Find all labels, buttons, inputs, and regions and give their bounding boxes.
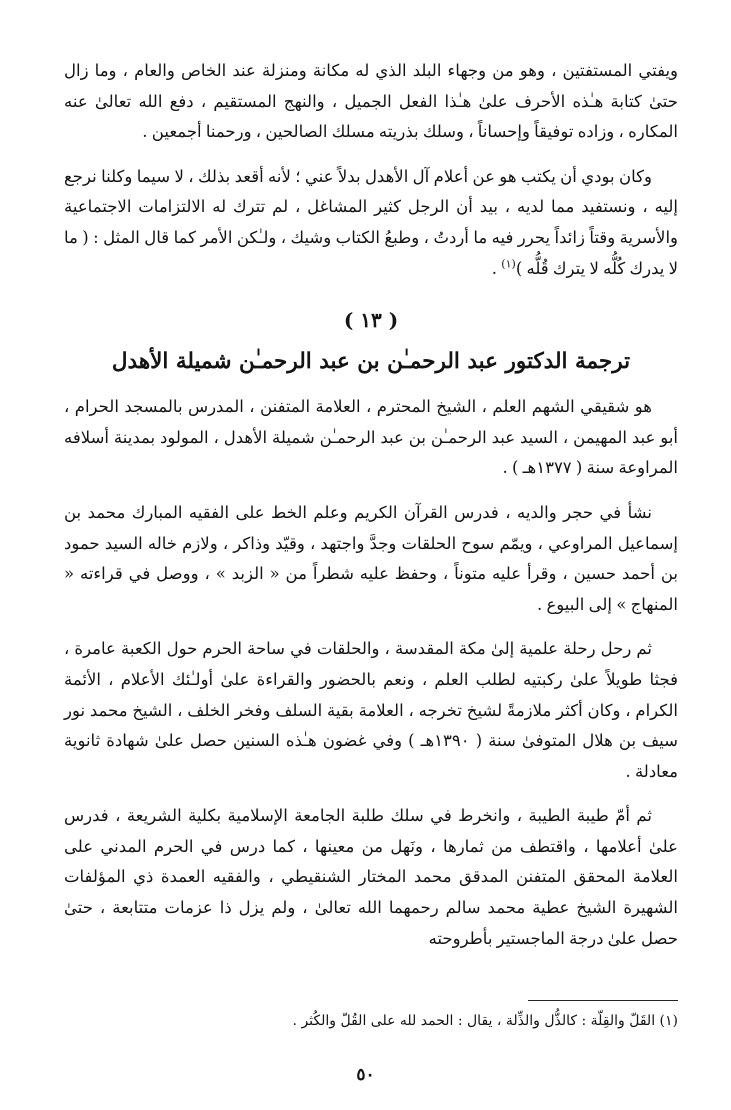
paragraph-identity: هو شقيقي الشهم العلم ، الشيخ المحترم ، العلامة المتفنن ، المدرس بالمسجد الحرام ، أبو عبد المهيمن ، السيد عبد الرحمـٰن بن عبد الرحمـٰن شميلة الأهدل ، المولود بمدينة أسلافه المراوعة سنة ( ١٣٧٧هـ ) . — [64, 397, 678, 478]
footnote-reference: (١) — [501, 257, 516, 271]
section-number: ( ١٣ ) — [343, 308, 399, 333]
paragraph-mecca-journey: ثم رحل رحلة علمية إلىٰ مكة المقدسة ، والحلقات في ساحة الحرم حول الكعبة عامرة ، فجثا طويلاً علىٰ ركبتيه لطلب العلم ، ونعم بالحضور والقراءة علىٰ أولـٰئك الأعلام ، الأئمة الكرام ، وكان أكثر ملازمةً لشيخ تخرجه ، العلامة بقية السلف وفخر الخلف ، الشيخ محمد نور سيف بن هلال المتوفىٰ سنة ( ١٣٩٠هـ ) وفي غضون هـٰذه السنين حصل علىٰ شهادة ثانوية معادلة . — [64, 639, 678, 781]
paragraph-author-wish — [64, 162, 678, 284]
paragraph-author-wish-text: وكان بودي أن يكتب هو عن أعلام آل الأهدل بدلاً عني ؛ لأنه أقعد بذلك ، لا سيما وكلنا نرجع إليه ، ونستفيد مما لديه ، بيد أن الرجل كثير المشاغل ، لم تترك له الالتزامات الاجتماعية والأسرية وقتاً زائداً يحرر فيه ما أردتُ ، وطبعُ الكتاب وشيك ، ولـٰكن الأمر كما قال المثل : ( ما لا يدرك كُلُّه لا يترك قُلُّه ) — [64, 166, 678, 278]
footnote-divider — [528, 1000, 678, 1001]
paragraph-intro-continuation: ويفتي المستفتين ، وهو من وجهاء البلد الذي له مكانة ومنزلة عند الخاص والعام ، وما زال حتىٰ كتابة هـٰذه الأحرف علىٰ هـٰذا الفعل الجميل ، والنهج المستقيم ، دفع الله تعالىٰ عنه المكاره ، وزاده توفيقاً وإحساناً ، وسلك بذريته مسلك الصالحين ، ورحمنا أجمعين . — [64, 61, 678, 142]
paragraph-upbringing: نشأ في حجر والديه ، فدرس القرآن الكريم وعلم الخط على الفقيه المبارك محمد بن إسماعيل المراوعي ، ويمّم سوح الحلقات وجدَّ واجتهد ، وقيّد وذاكر ، ولازم خاله السيد حمود بن أحمد حسين ، وقرأ عليه متوناً ، وحفظ عليه شطراً من « الزبد » ، ووصل في قراءته « المنهاج » إلى البيوع . — [64, 502, 678, 614]
section-title: ترجمة الدكتور عبد الرحمـٰن بن عبد الرحمـٰن شميلة الأهدل — [111, 349, 631, 375]
page-number: ٥٠ — [356, 1065, 375, 1085]
footnote: (١) القَلّ والقِلّة : كالذُّل والذِّلة ، يقال : الحمد لله على القُلّ والكُثر . — [292, 1013, 678, 1029]
paragraph-end-mark: . — [491, 258, 502, 278]
page-body — [64, 56, 678, 954]
paragraph-medina-studies: ثم أمّ طيبة الطيبة ، وانخرط في سلك طلبة الجامعة الإسلامية بكلية الشريعة ، فدرس علىٰ أعلامها ، واقتطف من ثمارها ، ونَهل من معينها ، كما درس في الحرم المدني على العلامة المحقق المتفنن المدقق محمد المختار الشنقيطي ، والفقيه العمدة ذي المؤلفات الشهيرة الشيخ عطية محمد سالم رحمهما الله تعالىٰ ، ولم يزل ذا عزمات متتابعة ، حتىٰ حصل علىٰ درجة الماجستير بأطروحته — [64, 806, 678, 948]
